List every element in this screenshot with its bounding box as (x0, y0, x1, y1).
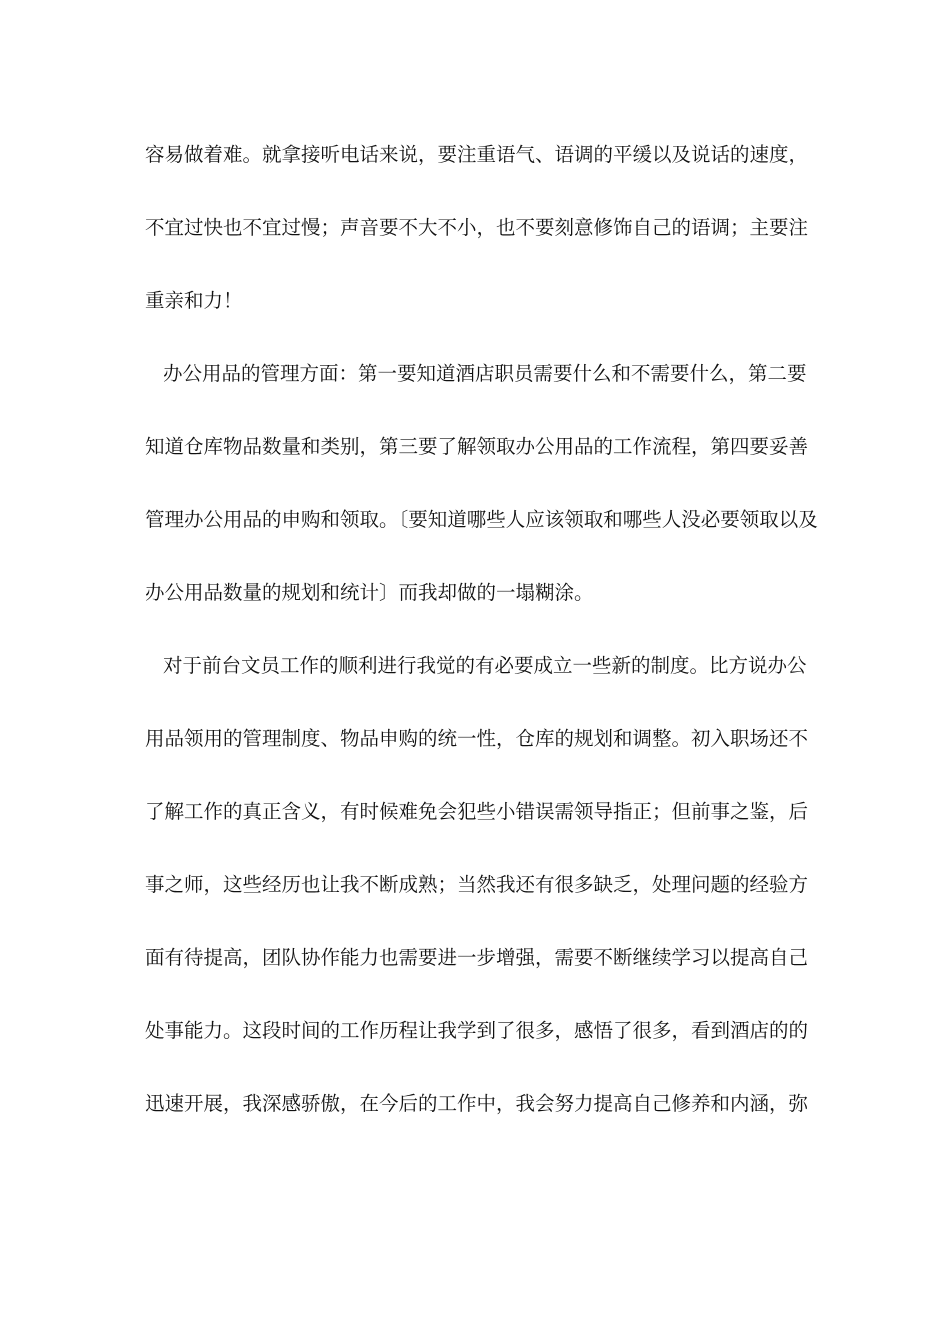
paragraph-start-line: 办公用品的管理方面：第一要知道酒店职员需要什么和不需要什么，第二要 (163, 362, 807, 385)
text-line: 重亲和力！ (145, 289, 243, 312)
text-line: 事之师，这些经历也让我不断成熟；当然我还有很多缺乏，处理问题的经验方 (145, 873, 809, 896)
text-line: 了解工作的真正含义，有时候难免会犯些小错误需领导指正；但前事之鉴，后 (145, 800, 809, 823)
paragraph-start-line: 对于前台文员工作的顺利进行我觉的有必要成立一些新的制度。比方说办公 (163, 654, 807, 677)
text-line: 面有待提高，团队协作能力也需要进一步增强，需要不断继续学习以提高自己 (145, 946, 809, 969)
text-line: 处事能力。这段时间的工作历程让我学到了很多，感悟了很多，看到酒店的的 (145, 1019, 809, 1042)
text-line: 办公用品数量的规划和统计〕而我却做的一塌糊涂。 (145, 581, 594, 604)
text-line: 容易做着难。就拿接听电话来说，要注重语气、语调的平缓以及说话的速度， (145, 143, 809, 166)
text-line: 管理办公用品的申购和领取。〔要知道哪些人应该领取和哪些人没必要领取以及 (145, 508, 818, 531)
text-line: 知道仓库物品数量和类别，第三要了解领取办公用品的工作流程，第四要妥善 (145, 435, 809, 458)
text-line: 迅速开展，我深感骄傲，在今后的工作中，我会努力提高自己修养和内涵，弥 (145, 1092, 809, 1115)
text-line: 用品领用的管理制度、物品申购的统一性，仓库的规划和调整。初入职场还不 (145, 727, 809, 750)
text-line: 不宜过快也不宜过慢；声音要不大不小，也不要刻意修饰自己的语调；主要注 (145, 216, 809, 239)
document-body (145, 118, 818, 1140)
